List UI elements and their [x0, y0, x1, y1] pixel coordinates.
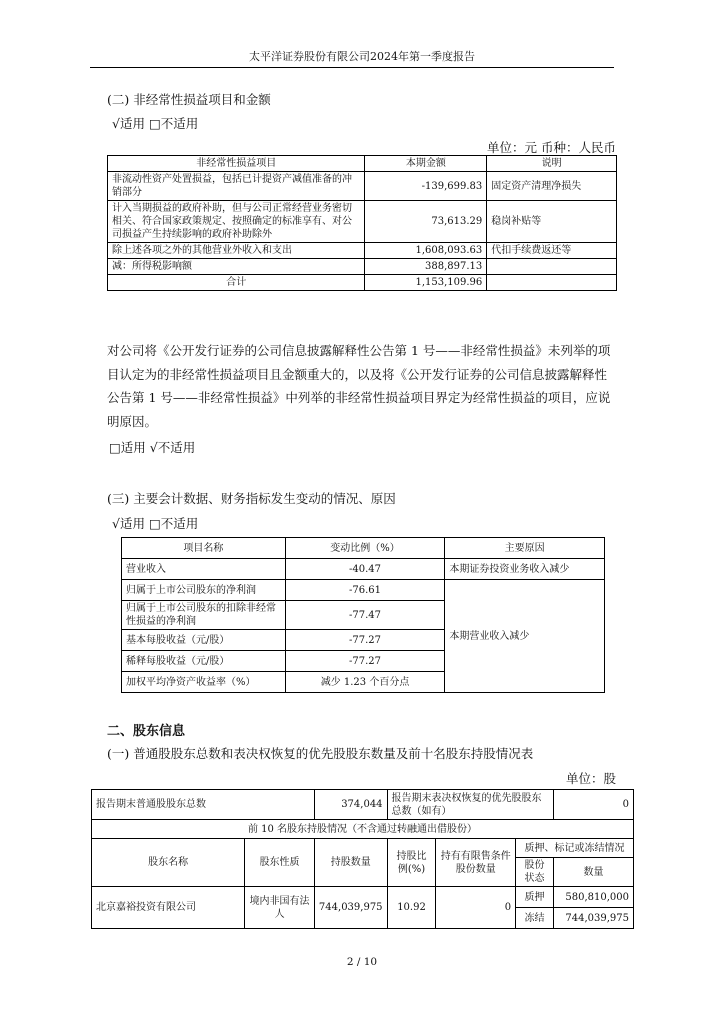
pref-label: 报告期末表决权恢复的优先股股东总数（如有） [387, 790, 553, 820]
col-header: 说明 [487, 156, 617, 172]
header-rule [90, 67, 614, 68]
holder-count: 580,810,000 [554, 887, 634, 908]
table-header-row [122, 538, 605, 559]
note-cell: 代扣手续费返还等 [487, 243, 617, 259]
total-row [108, 275, 617, 291]
section-2-applicable: √适用 □不适用 [112, 116, 199, 131]
table-row [108, 259, 617, 275]
holder-nature: 境内非国有法人 [245, 887, 315, 929]
shareholder-unit: 单位：股 [565, 771, 616, 786]
section-2-unit: 单位：元 币种：人民币 [487, 140, 616, 155]
shareholder-table [91, 789, 634, 929]
col-header: 本期金额 [365, 156, 487, 172]
col-header: 非经常性损益项目 [108, 156, 365, 172]
holder-restricted: 0 [436, 887, 516, 929]
holder-name: 北京嘉裕投资有限公司 [92, 887, 245, 929]
total-value: 374,044 [314, 790, 387, 820]
table-header-row [92, 839, 634, 858]
table-row [92, 887, 634, 908]
non-recurring-table [107, 155, 617, 291]
amount-cell: 1,608,093.63 [365, 243, 487, 259]
col-header: 主要原因 [445, 538, 605, 559]
item-cell: 合计 [108, 275, 365, 291]
holder-status: 冻结 [516, 908, 554, 929]
section-3-title: (三) 主要会计数据、财务指标发生变动的情况、原因 [107, 491, 396, 506]
col-header: 股东性质 [245, 839, 315, 887]
table-row [122, 559, 605, 580]
item-cell: 非流动性资产处置损益，包括已计提资产减值准备的冲销部分 [108, 172, 365, 201]
amount-cell: 73,613.29 [365, 201, 487, 243]
note-cell: 稳岗补贴等 [487, 201, 617, 243]
item-cell: 计入当期损益的政府补助，但与公司正常经营业务密切相关、符合国家政策规定、按照确定的标准享有、对公司损益产生持续影响的政府补助除外 [108, 201, 365, 243]
col-header: 股份状态 [516, 858, 554, 887]
name-cell: 稀释每股收益（元/股） [122, 651, 286, 672]
note-cell [487, 259, 617, 275]
name-cell: 营业收入 [122, 559, 286, 580]
section-3-applicable: √适用 □不适用 [112, 516, 199, 531]
col-header: 数量 [554, 858, 634, 887]
total-label: 报告期末普通股股东总数 [92, 790, 315, 820]
page-header: 太平洋证券股份有限公司2024年第一季度报告 [249, 50, 475, 63]
table-row [92, 820, 634, 839]
col-header: 股东名称 [92, 839, 245, 887]
col-header: 项目名称 [122, 538, 286, 559]
table-row [122, 580, 605, 601]
page-number: 2 / 10 [346, 956, 378, 968]
section-2-applicable-2: □适用 √不适用 [109, 440, 196, 455]
name-cell: 加权平均净资产收益率（%） [122, 672, 286, 693]
ratio-cell: -40.47 [285, 559, 445, 580]
ratio-cell: -76.61 [285, 580, 445, 601]
table-row [92, 790, 634, 820]
holder-status: 质押 [516, 887, 554, 908]
item-cell: 减：所得税影响额 [108, 259, 365, 275]
name-cell: 归属于上市公司股东的净利润 [122, 580, 286, 601]
holder-qty: 744,039,975 [314, 887, 387, 929]
name-cell: 基本每股收益（元/股） [122, 630, 286, 651]
ratio-cell: -77.47 [285, 601, 445, 630]
note-cell: 固定资产清理净损失 [487, 172, 617, 201]
section-2-title: (二) 非经常性损益项目和金额 [107, 92, 271, 107]
holder-count: 744,039,975 [554, 908, 634, 929]
table-row [108, 172, 617, 201]
ratio-cell: 减少 1.23 个百分点 [285, 672, 445, 693]
shareholder-title: (一) 普通股股东总数和表决权恢复的优先股股东数量及前十名股东持股情况表 [107, 746, 534, 761]
col-header: 变动比例（%） [285, 538, 445, 559]
amount-cell: 1,153,109.96 [365, 275, 487, 291]
col-header: 质押、标记或冻结情况 [516, 839, 634, 858]
explanation-paragraph: 对公司将《公开发行证券的公司信息披露解释性公告第 1 号——非经常性损益》未列举的项目认定为的非经常性损益项目且金额重大的，以及将《公开发行证券的公司信息披露解释性公告第 1 号——非经常性损益》中列举的非经常性损益项目界定为经常性损益的项目，应说明原因。 [107, 343, 611, 429]
reason-cell: 本期证券投资业务收入减少 [445, 559, 605, 580]
col-header: 持股比例(%) [387, 839, 436, 887]
pref-value: 0 [554, 790, 634, 820]
table-header-row [108, 156, 617, 172]
ratio-cell: -77.27 [285, 630, 445, 651]
amount-cell: -139,699.83 [365, 172, 487, 201]
change-table [121, 537, 605, 693]
note-cell [487, 275, 617, 291]
reason-cell: 本期营业收入减少 [445, 580, 605, 693]
top10-caption: 前 10 名股东持股情况（不含通过转融通出借股份） [92, 820, 634, 839]
ratio-cell: -77.27 [285, 651, 445, 672]
name-cell: 归属于上市公司股东的扣除非经常性损益的净利润 [122, 601, 286, 630]
holder-pct: 10.92 [387, 887, 436, 929]
table-row [108, 243, 617, 259]
col-header: 持有有限售条件股份数量 [436, 839, 516, 887]
amount-cell: 388,897.13 [365, 259, 487, 275]
shareholder-heading: 二、股东信息 [107, 724, 186, 739]
item-cell: 除上述各项之外的其他营业外收入和支出 [108, 243, 365, 259]
col-header: 持股数量 [314, 839, 387, 887]
table-row [108, 201, 617, 243]
